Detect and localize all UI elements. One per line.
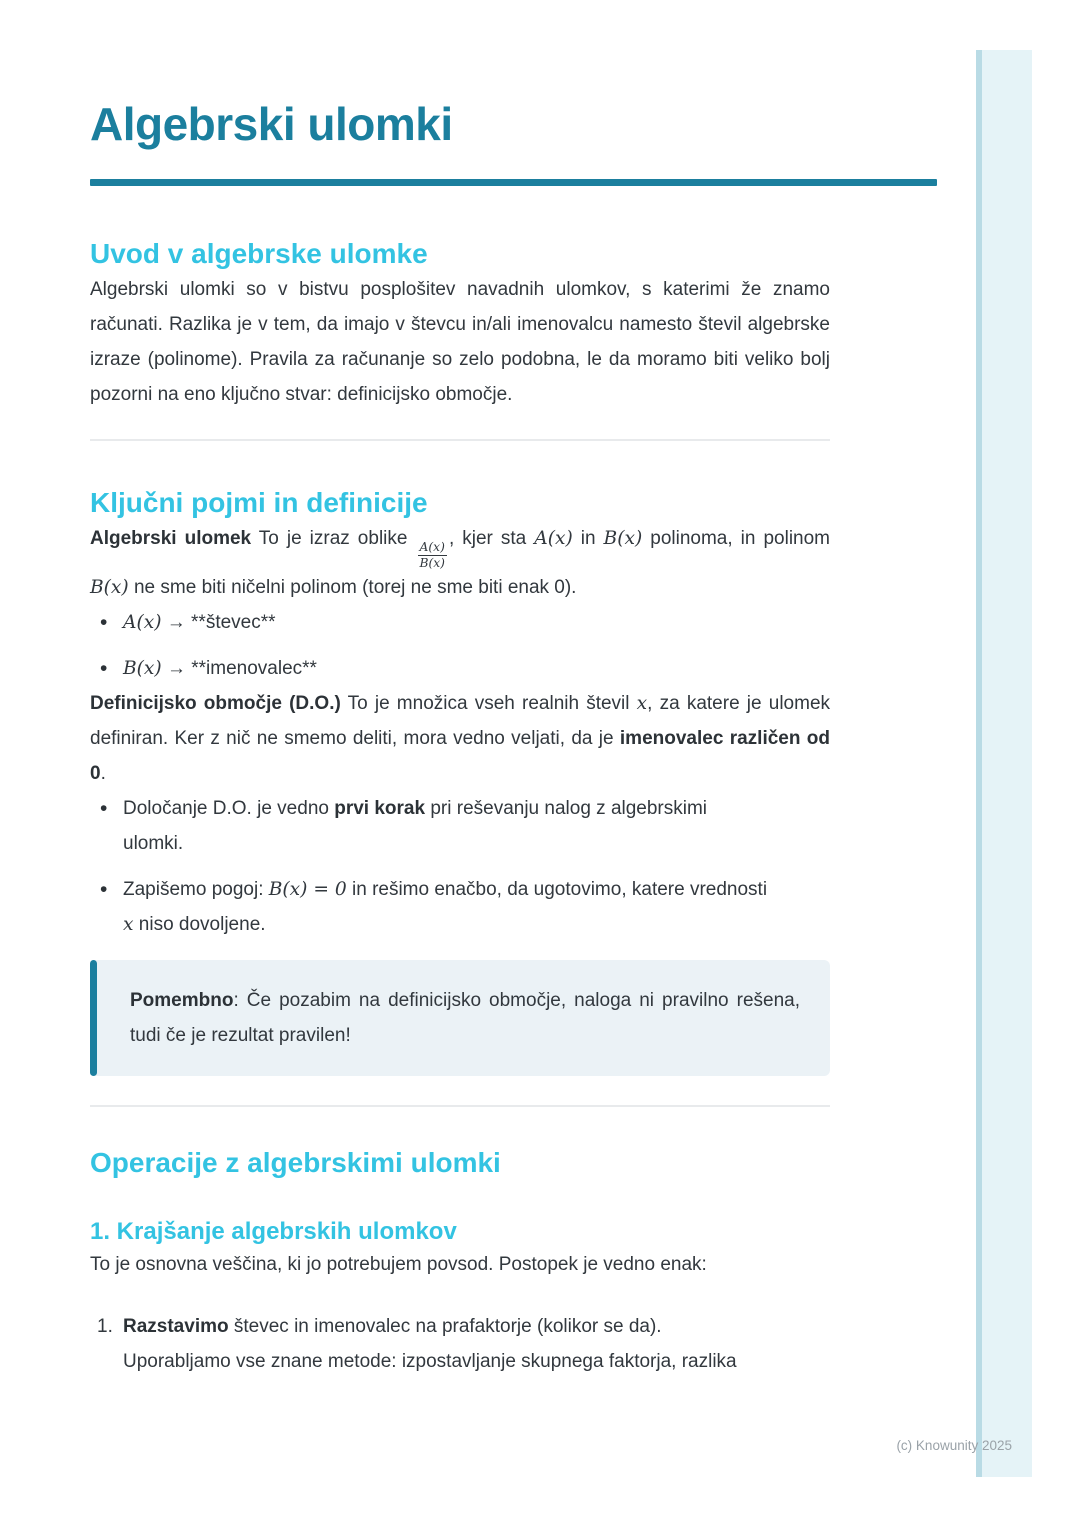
step-number: 1.: [97, 1316, 113, 1338]
fraction-numerator: A(x): [418, 540, 447, 556]
numbered-step-list: [90, 1309, 830, 1379]
section-intro: [90, 236, 830, 412]
def-text: , za katere je ulomek definiran. Ker z nič ne smemo deliti, mora vedno veljati, da je: [90, 693, 831, 750]
def-text: ne sme biti ničelni polinom (torej ne sme biti enak 0).: [128, 577, 577, 599]
callout-body: : Če pozabim na definicijsko območje, naloga ni pravilno rešena, tudi če je rezultat pravilen!: [130, 990, 800, 1047]
math-a-of-x: A(x): [534, 528, 573, 549]
bullet-text: niso dovoljene.: [133, 914, 266, 936]
math-b-of-x: B(x): [123, 658, 162, 680]
list-item: [90, 1309, 830, 1379]
def-text: polinoma, in polinom: [642, 528, 831, 549]
fraction-denominator: B(x): [419, 555, 445, 570]
list-item: [90, 651, 830, 686]
operations-paragraph: To je osnovna veščina, ki jo potrebujem povsod. Postopek je vedno enak:: [90, 1254, 707, 1276]
intro-paragraph: Algebrski ulomki so v bistvu posplošitev navadnih ulomkov, s katerimi že znamo računati. Razlika je v tem, da imajo v števcu in/ali imenovalcu namesto števil algebrske izraze (polinome). Pravila za računanje so zelo podobna, le da moramo biti veliko bolj pozorni na eno ključno stvar: definicijsko območje.: [90, 279, 830, 405]
callout-accent-bar: [90, 960, 97, 1076]
page-title: Algebrski ulomki: [90, 98, 453, 150]
callout-important: [90, 960, 830, 1076]
math-a-of-x: A(x): [123, 612, 162, 634]
bullet-text: → **imenovalec**: [161, 658, 317, 680]
math-x: x: [636, 693, 648, 715]
list-item: [90, 605, 830, 640]
def-text: To je izraz oblike: [251, 528, 416, 549]
math-b-of-x-equals-zero: B(x) = 0: [268, 879, 347, 901]
emphasis-denominator-nonzero: imenovalec različen od 0: [90, 728, 830, 785]
operations-heading: Operacije z algebrskimi ulomki: [90, 1147, 501, 1179]
watermark: (c) Knowunity 2025: [896, 1438, 1012, 1453]
section-divider-2: [90, 1105, 830, 1107]
bullet-text: Zapišemo pogoj:: [123, 879, 269, 901]
inline-fraction: [417, 540, 446, 570]
term-algebrski-ulomek: Algebrski ulomek: [90, 528, 252, 549]
step-text: Uporabljamo vse znane metode: izpostavljanje skupnega faktorja, razlika: [123, 1351, 737, 1373]
side-strip: [976, 50, 1032, 1477]
emphasis-razstavimo: Razstavimo: [123, 1316, 229, 1338]
bullet-text: ulomki.: [123, 833, 184, 855]
domain-bullet-list: [90, 791, 830, 942]
step-text: števec in imenovalec na prafaktorje (kolikor se da).: [228, 1316, 662, 1338]
math-b-of-x: B(x): [90, 577, 129, 599]
list-item: [90, 872, 830, 942]
operations-subheading: 1. Krajšanje algebrskih ulomkov: [90, 1218, 457, 1246]
emphasis-prvi-korak: prvi korak: [334, 798, 426, 820]
def-text: To je množica vseh realnih števil: [340, 693, 637, 715]
role-bullet-list: [90, 605, 830, 686]
term-definicijsko-obmocje: Definicijsko območje (D.O.): [90, 693, 341, 715]
domain-definition: [90, 686, 830, 791]
def-text: , kjer sta: [448, 528, 535, 549]
math-b-of-x: B(x): [603, 528, 643, 549]
title-underline: [90, 179, 937, 186]
section-concepts: [90, 485, 830, 1076]
def-text: in: [572, 528, 604, 549]
math-x: x: [123, 914, 134, 936]
callout-text: [130, 983, 800, 1053]
bullet-text: Določanje D.O. je vedno: [123, 798, 335, 820]
bullet-text: → **števec**: [161, 612, 276, 634]
def-text: .: [100, 763, 106, 785]
bullet-text: in rešimo enačbo, da ugotovimo, katere vrednosti: [346, 879, 768, 901]
intro-heading: Uvod v algebrske ulomke: [90, 238, 428, 269]
section-operations: [90, 1145, 830, 1379]
term-pomembno: Pomembno: [130, 990, 234, 1012]
concepts-heading: Ključni pojmi in definicije: [90, 487, 428, 518]
content-column: [90, 0, 830, 1379]
list-item: [90, 791, 830, 861]
bullet-text: pri reševanju nalog z algebrskimi: [425, 798, 708, 820]
step-text: [123, 1316, 737, 1372]
algebraic-fraction-definition: [90, 521, 830, 605]
section-divider-1: [90, 439, 830, 441]
